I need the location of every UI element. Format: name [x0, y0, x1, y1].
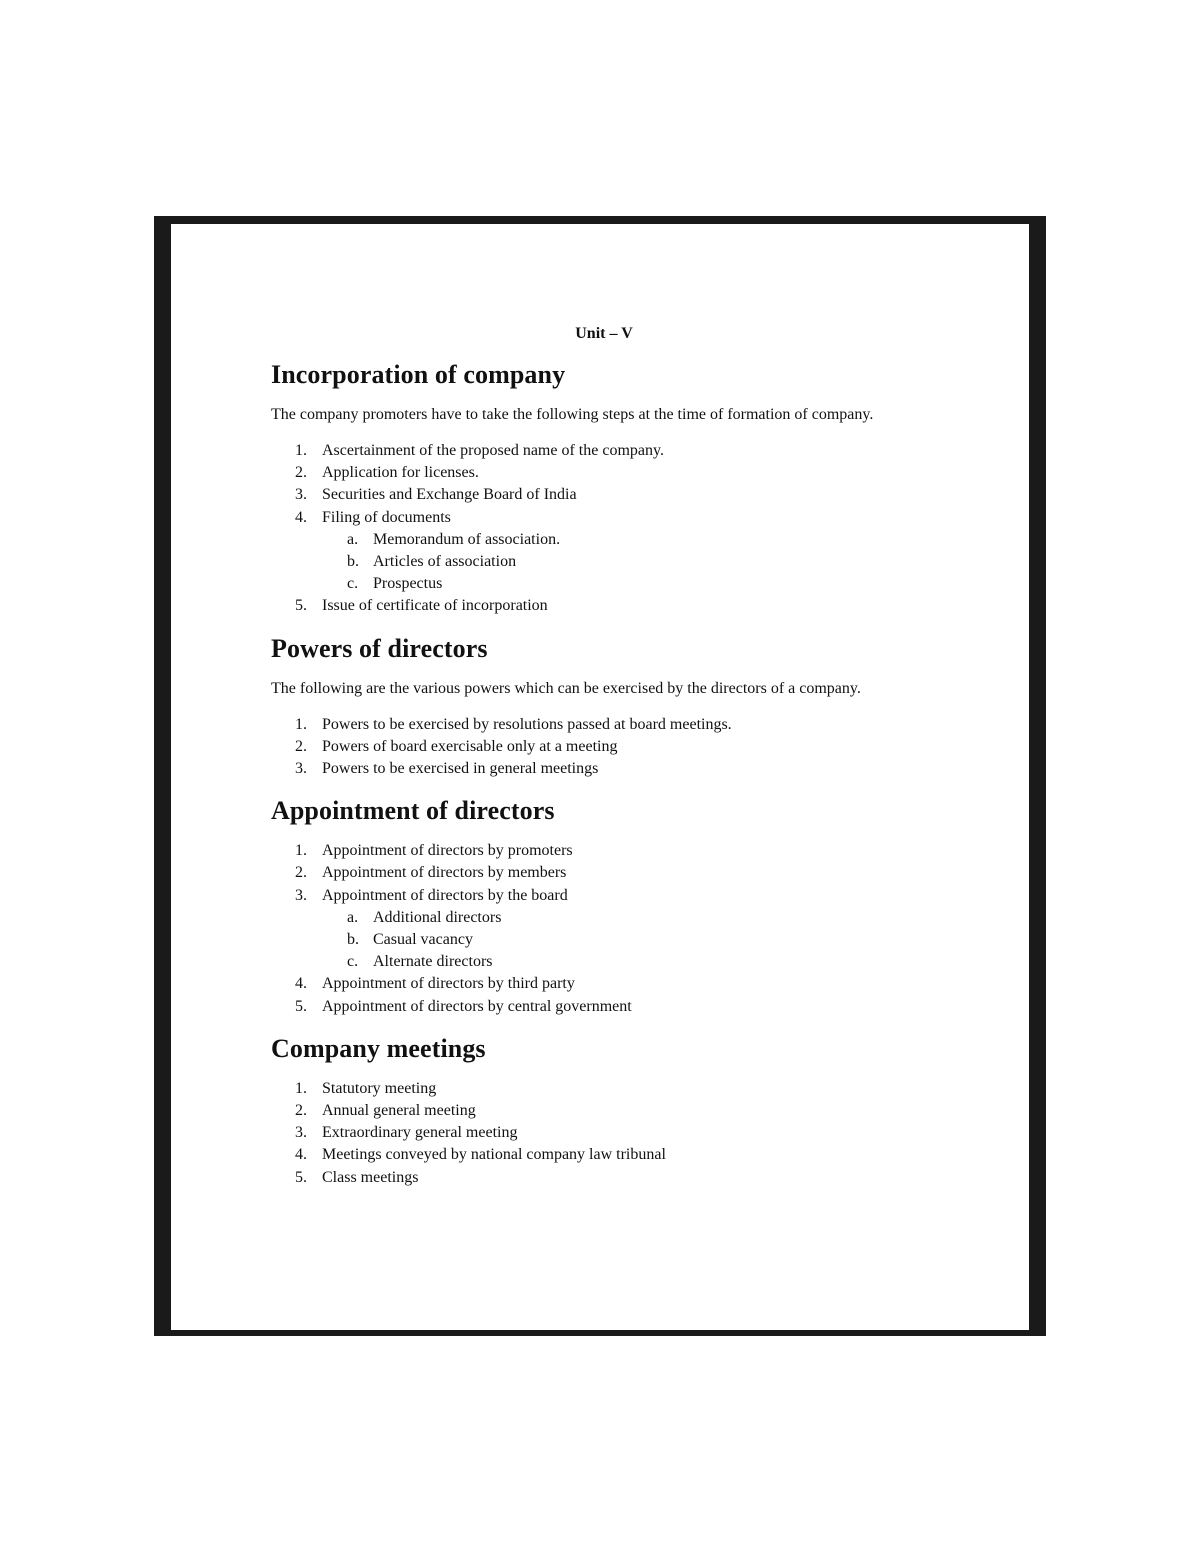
list-item [271, 736, 931, 758]
sublist-item [322, 573, 931, 595]
sublist-item [322, 929, 931, 951]
list-number: 3. [295, 486, 307, 504]
list-number: 2. [295, 864, 307, 882]
sublist-letter: c. [347, 953, 359, 971]
list-item [271, 440, 931, 462]
list-item [271, 462, 931, 484]
sublist-letter: c. [347, 575, 359, 593]
list-number: 1. [295, 442, 307, 459]
list-item [271, 507, 931, 596]
list-item-text: Extraordinary general meeting [322, 1124, 518, 1142]
sublist-item-text: Casual vacancy [373, 931, 473, 949]
sublist-item-text: Alternate directors [373, 953, 493, 971]
list-item-text: Statutory meeting [322, 1079, 437, 1097]
sublist-letter: a. [347, 908, 359, 926]
list-number: 2. [295, 464, 307, 482]
list-item [271, 1078, 931, 1100]
list-item [271, 973, 931, 995]
list-number: 3. [295, 760, 307, 778]
list-number: 1. [295, 1079, 307, 1097]
section-incorporation [271, 358, 931, 618]
numbered-list [271, 714, 931, 781]
sublist-item-text: Prospectus [373, 575, 443, 593]
list-item-text: Appointment of directors by central government [322, 997, 632, 1015]
list-item-text: Powers of board exercisable only at a meeting [322, 737, 618, 755]
section-intro: The following are the various powers which can be exercised by the directors of a company. [271, 679, 861, 697]
sublist-item-text: Additional directors [373, 908, 502, 926]
sublist-letter: b. [347, 553, 359, 571]
numbered-list [271, 440, 931, 618]
sublist-item [322, 951, 931, 973]
section-meetings [271, 1032, 931, 1189]
sublist-item [322, 529, 931, 551]
list-number: 5. [295, 597, 307, 615]
list-item [271, 1100, 931, 1122]
section-intro: The company promoters have to take the following steps at the time of formation of company. [271, 406, 874, 423]
lettered-sublist [322, 529, 931, 596]
numbered-list [271, 1078, 931, 1189]
list-number: 3. [295, 886, 307, 904]
list-number: 4. [295, 975, 307, 993]
list-item-text: Powers to be exercised in general meetings [322, 760, 599, 778]
sublist-letter: b. [347, 931, 359, 949]
list-item-text: Ascertainment of the proposed name of the company. [322, 442, 664, 459]
sublist-letter: a. [347, 530, 359, 548]
sublist-item-text: Memorandum of association. [373, 530, 561, 548]
section-heading: Appointment of directors [271, 796, 555, 826]
list-item-text: Appointment of directors by the board [322, 886, 568, 904]
list-number: 1. [295, 842, 307, 860]
section-powers [271, 632, 931, 781]
list-number: 2. [295, 1102, 307, 1120]
unit-title: Unit – V [575, 325, 633, 342]
list-number: 5. [295, 1168, 307, 1186]
list-item [271, 484, 931, 506]
sublist-item [322, 551, 931, 573]
list-item [271, 1167, 931, 1189]
list-item-text: Annual general meeting [322, 1102, 476, 1120]
list-number: 2. [295, 737, 307, 755]
list-number: 4. [295, 508, 307, 526]
list-item [271, 840, 931, 862]
list-number: 1. [295, 715, 307, 733]
list-item-text: Securities and Exchange Board of India [322, 486, 577, 504]
document-content [271, 322, 931, 1189]
list-item [271, 996, 931, 1018]
sublist-item-text: Articles of association [373, 553, 517, 571]
list-number: 5. [295, 997, 307, 1015]
list-item-text: Application for licenses. [322, 464, 479, 482]
list-item [271, 1122, 931, 1144]
sublist-item [322, 907, 931, 929]
list-item-text: Appointment of directors by third party [322, 975, 575, 993]
list-item [271, 714, 931, 736]
list-item [271, 885, 931, 974]
list-item-text: Filing of documents [322, 508, 451, 526]
numbered-list [271, 840, 931, 1018]
list-number: 3. [295, 1124, 307, 1142]
list-item-text: Appointment of directors by members [322, 864, 567, 882]
lettered-sublist [322, 907, 931, 974]
list-number: 4. [295, 1146, 307, 1164]
list-item [271, 595, 931, 617]
list-item-text: Powers to be exercised by resolutions passed at board meetings. [322, 715, 732, 733]
section-heading: Powers of directors [271, 633, 488, 663]
section-heading: Company meetings [271, 1033, 486, 1063]
list-item [271, 862, 931, 884]
list-item [271, 758, 931, 780]
section-heading: Incorporation of company [271, 360, 566, 389]
section-appointment [271, 794, 931, 1018]
list-item-text: Class meetings [322, 1168, 419, 1186]
list-item-text: Issue of certificate of incorporation [322, 597, 548, 615]
list-item-text: Meetings conveyed by national company law tribunal [322, 1146, 666, 1164]
list-item [271, 1144, 931, 1166]
list-item-text: Appointment of directors by promoters [322, 842, 573, 860]
